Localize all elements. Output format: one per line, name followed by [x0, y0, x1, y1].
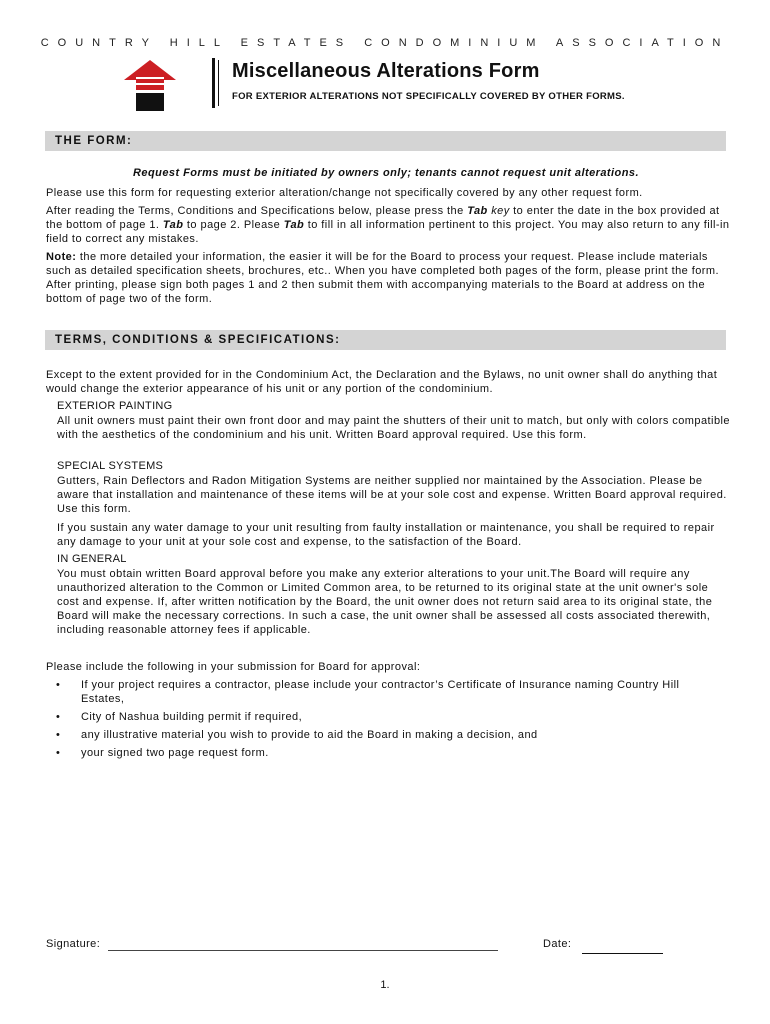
logo-base [136, 93, 164, 111]
date-field[interactable] [582, 953, 663, 954]
submission-list [56, 678, 726, 764]
submission-intro: Please include the following in your submission for Board for approval: [46, 661, 421, 673]
association-name: COUNTRY HILL ESTATES CONDOMINIUM ASSOCIATION [40, 37, 730, 49]
logo-arrow [124, 60, 176, 90]
list-item: • any illustrative material you wish to provide to aid the Board in making a decision, and [56, 729, 538, 741]
water-damage-text: If you sustain any water damage to your unit resulting from faulty installation or maintenance, you shall be required to repair any damage to your unit at your sole cost and expense, to the satisfaction of the Board. [57, 522, 715, 548]
header-divider-thin [218, 60, 219, 106]
logo-arrow-gap [136, 77, 164, 79]
special-systems-heading: SPECIAL SYSTEMS [57, 460, 164, 472]
signature-line [108, 950, 498, 951]
in-general-heading: IN GENERAL [57, 553, 127, 565]
list-item: • If your project requires a contractor, please include your contractor’s Certificate of Insurance naming Country Hill Estates, [56, 679, 680, 705]
form-subtitle: FOR EXTERIOR ALTERATIONS NOT SPECIFICALLY COVERED BY OTHER FORMS. [232, 91, 625, 102]
in-general-text: You must obtain written Board approval before you make any exterior alterations to your unit.The Board will require any unauthorized alteration to the Common or Limited Common area, to be returned to its original state at the unit owner's sole cost and expense. If, after written notification by the Board, the unit owner does not return said area to its original state, the Board will make the necessary corrections. In such a case, the unit owner shall be assessed all costs associated therewith, including reasonable attorney fees if applicable. [57, 568, 713, 636]
note-label: Note: [46, 251, 77, 263]
note-paragraph: Note: the more detailed your information, the easier it will be for the Board to process your request. Please include materials such as detailed specification sheets, brochures, etc.. When you have completed both pages of the form, please print the form. After printing, please sign both pages 1 and 2 then submit them with accompanying materials to the Board at address on the bottom of page two of the form. [46, 251, 720, 305]
header-divider [212, 58, 215, 108]
house-arrow-logo [122, 60, 178, 112]
logo-stripe [136, 83, 164, 85]
section-heading-form: THE FORM: [45, 131, 726, 151]
instructions-paragraph: After reading the Terms, Conditions and Specifications below, please press the Tab key to enter the date in the box provided at the bottom of page 1. Tab to page 2. Please Tab to fill in all information pertinent to this project. You may also return to any fill-in field to correct any mistakes. [46, 205, 730, 245]
exterior-painting-heading: EXTERIOR PAINTING [57, 400, 173, 412]
owner-notice: Request Forms must be initiated by owners only; tenants cannot request unit alterations. [133, 167, 639, 179]
section-heading-terms: TERMS, CONDITIONS & SPECIFICATIONS: [45, 330, 726, 350]
date-label: Date: [543, 938, 572, 950]
intro-paragraph: Please use this form for requesting exterior alteration/change not specifically covered by any other request form. [46, 187, 643, 199]
exterior-painting-text: All unit owners must paint their own front door and may paint the shutters of their unit to match, but only with colors compatible with the aesthetics of the condominium and his unit. Written Board approval required. Use this form. [57, 415, 730, 441]
list-item: • your signed two page request form. [56, 747, 269, 759]
form-title: Miscellaneous Alterations Form [232, 60, 540, 82]
list-item: • City of Nashua building permit if required, [56, 711, 303, 723]
special-systems-text: Gutters, Rain Deflectors and Radon Mitigation Systems are neither supplied nor maintained by the Association. Please be aware that installation and maintenance of these items will be at your sole cost and expense. Written Board approval required. Use this form. [57, 475, 727, 515]
terms-intro: Except to the extent provided for in the Condominium Act, the Declaration and the Bylaws, no unit owner shall do anything that would change the exterior appearance of his unit or any portion of the condominium. [46, 369, 718, 395]
signature-label: Signature: [46, 938, 101, 950]
page-number: 1. [380, 979, 390, 991]
